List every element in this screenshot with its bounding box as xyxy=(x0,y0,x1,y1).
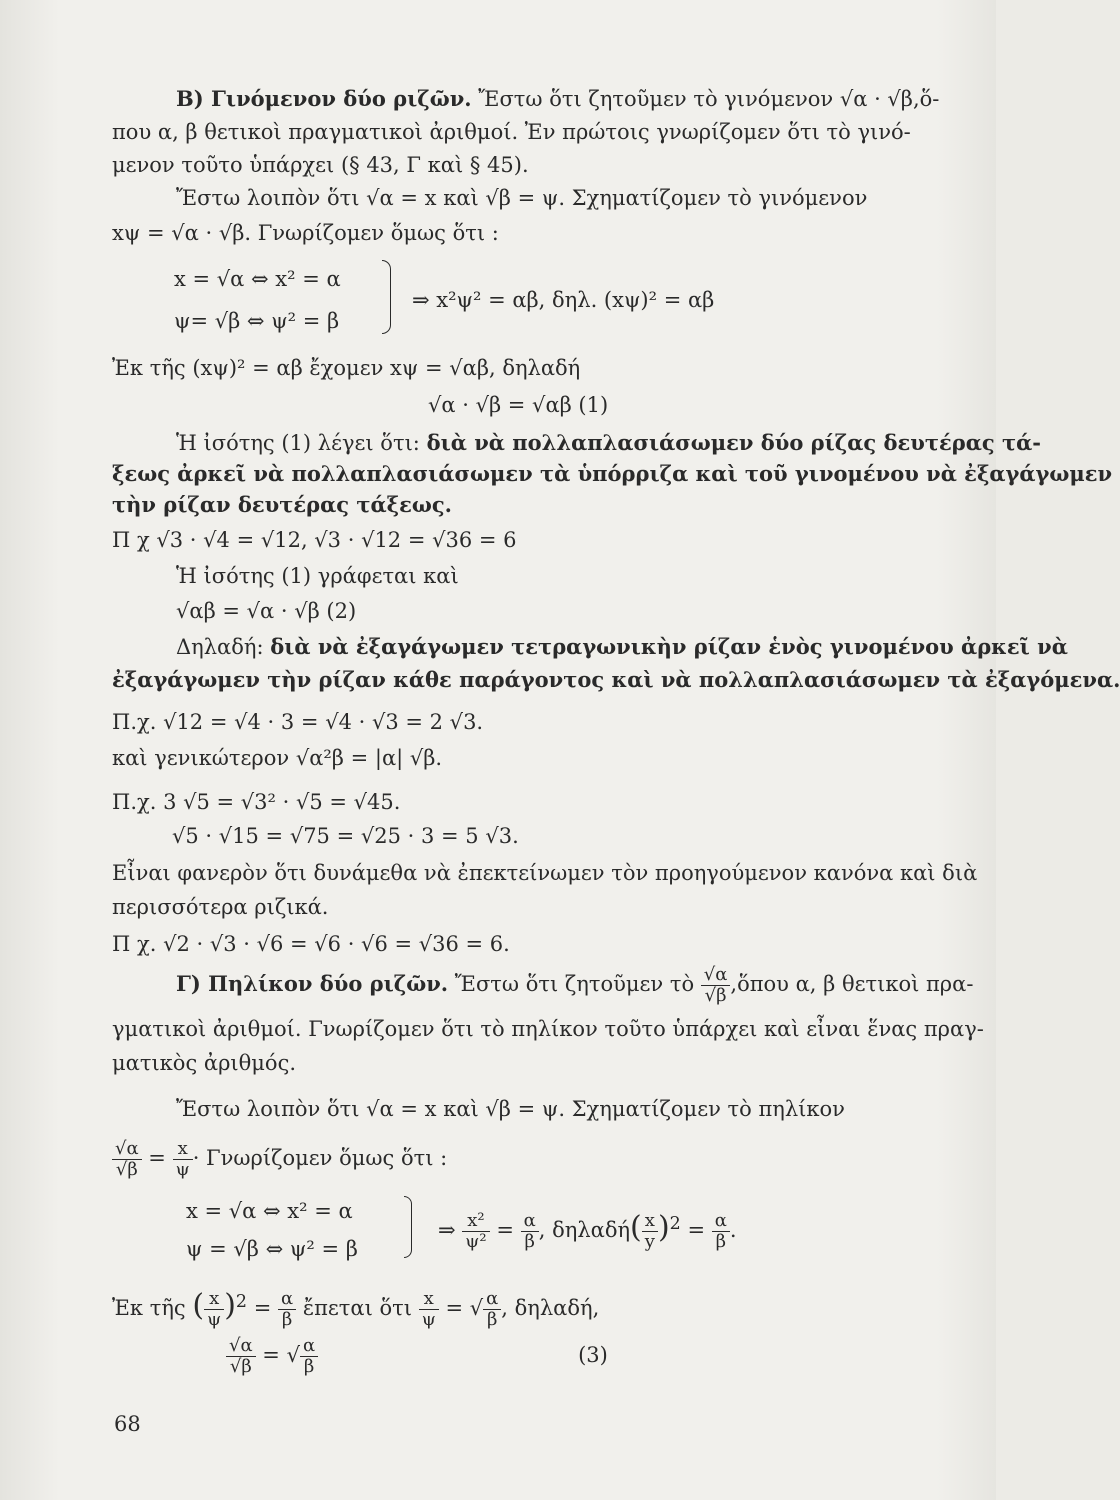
line-10: Π χ √3 · √4 = √12, √3 · √12 = √36 = 6 xyxy=(112,528,517,552)
line-26: Ἐκ τῆς ( $\frac{x}{\psi}$ )$^2$ = $\frac{\alpha}{\beta}$ ἔπεται ὅτι $\frac{x}{\psi}$ = √ $\frac{\alpha}{\beta}$ , δηλαδή, xyxy=(112,1288,600,1330)
equation-2: √αβ = √α · √β (2) xyxy=(176,599,357,623)
line-07: Ἡ ἰσότης (1) λέγει ὅτι: διὰ νὰ πολλαπλασιάσωμεν δύο ρίζας δευτέρας τά- xyxy=(176,430,1041,455)
line-16: Π.χ. 3 √5 = √3² · √5 = √45. xyxy=(112,790,401,814)
line-19: περισσότερα ριζικά. xyxy=(112,895,329,919)
system1-row-a: x = √α ⇔ x² = α xyxy=(174,267,341,291)
line-22: γματικοὶ ἀριθμοί. Γνωρίζομεν ὅτι τὸ πηλίκον τοῦτο ὑπάρχει καὶ εἶναι ἕνας πραγ- xyxy=(112,1017,984,1041)
line-23: ματικὸς ἀριθμός. xyxy=(112,1051,297,1075)
brace xyxy=(404,1196,412,1258)
line-21: Γ) Πηλίκον δύο ριζῶν. Ἔστω ὅτι ζητοῦμεν τὸ $\frac{√\alpha}{√\beta}$ ,ὅπου α, β θετικοὶ πρα- xyxy=(176,964,974,1006)
line-06: Ἐκ τῆς (xψ)² = αβ ἔχομεν xψ = √αβ, δηλαδή xyxy=(112,356,581,380)
line-13: ἐξαγάγωμεν τὴν ρίζαν κάθε παράγοντος καὶ νὰ πολλαπλασιάσωμεν τὰ ἐξαγόμενα. xyxy=(112,667,1120,692)
equation-1: √α · √β = √αβ (1) xyxy=(428,393,609,417)
section-heading-c: Γ) Πηλίκον δύο ριζῶν. xyxy=(176,971,449,996)
system1-result: ⇒ x²ψ² = αβ, δηλ. (xψ)² = αβ xyxy=(412,288,715,312)
system2-result: ⇒ $\frac{\text{x²}}{\text{ψ²}}$ = $\frac{\alpha}{\beta}$ , δηλαδή( $\frac{x}{y}$ )$^2$ = $\frac{\alpha}{\beta}$ . xyxy=(438,1210,737,1252)
line-08: ξεως ἀρκεῖ νὰ πολλαπλασιάσωμεν τὰ ὑπόρριζα καὶ τοῦ γινομένου νὰ ἐξαγάγωμεν xyxy=(112,461,1113,486)
line-12: Δηλαδή: διὰ νὰ ἐξαγάγωμεν τετραγωνικὴν ρίζαν ἑνὸς γινομένου ἀρκεῖ νὰ xyxy=(176,634,1068,659)
line-03: μενον τοῦτο ὑπάρχει (§ 43, Γ καὶ § 45). xyxy=(112,153,529,177)
line-01: Β) Γινόμενον δύο ριζῶν. Ἔστω ὅτι ζητοῦμεν τὸ γινόμενον √α · √β,ὅ- xyxy=(176,86,940,111)
system2-row-a: x = √α ⇔ x² = α xyxy=(186,1199,353,1223)
page-number: 68 xyxy=(114,1412,141,1436)
line-17: √5 · √15 = √75 = √25 · 3 = 5 √3. xyxy=(172,824,519,848)
system2-row-b: ψ = √β ⇔ ψ² = β xyxy=(186,1237,358,1261)
line-11: Ἡ ἰσότης (1) γράφεται καὶ xyxy=(176,564,459,588)
equation-3: $\frac{√\alpha}{√\beta}$ = √ $\frac{\alpha}{\beta}$ (3) xyxy=(226,1330,608,1380)
line-05: xψ = √α · √β. Γνωρίζομεν ὅμως ὅτι : xyxy=(112,221,499,245)
line-14: Π.χ. √12 = √4 · 3 = √4 · √3 = 2 √3. xyxy=(112,710,484,734)
section-heading-b: Β) Γινόμενον δύο ριζῶν. xyxy=(176,86,472,111)
brace xyxy=(382,260,391,334)
line-04: Ἔστω λοιπὸν ὅτι √α = x καὶ √β = ψ. Σχηματίζομεν τὸ γινόμενον xyxy=(176,186,868,210)
system1-row-b: ψ= √β ⇔ ψ² = β xyxy=(174,309,340,333)
line-09: τὴν ρίζαν δευτέρας τάξεως. xyxy=(112,492,452,517)
line-02: που α, β θετικοὶ πραγματικοὶ ἀριθμοί. Ἐν πρώτοις γνωρίζομεν ὅτι τὸ γινό- xyxy=(112,120,911,144)
fraction: $\frac{√\alpha}{√\beta}$ xyxy=(701,965,731,1006)
line-15: καὶ γενικώτερον √α²β = |α| √β. xyxy=(112,746,443,770)
line-24: Ἔστω λοιπὸν ὅτι √α = x καὶ √β = ψ. Σχηματίζομεν τὸ πηλίκον xyxy=(176,1097,845,1121)
line-18: Εἶναι φανερὸν ὅτι δυνάμεθα νὰ ἐπεκτείνωμεν τὸν προηγούμενον κανόνα καὶ διὰ xyxy=(112,861,978,885)
line-20: Π χ. √2 · √3 · √6 = √6 · √6 = √36 = 6. xyxy=(112,932,510,956)
line-25: $\frac{√\alpha}{√\beta}$ = $\frac{x}{\psi}$ · Γνωρίζομεν ὅμως ὅτι : xyxy=(112,1136,447,1180)
